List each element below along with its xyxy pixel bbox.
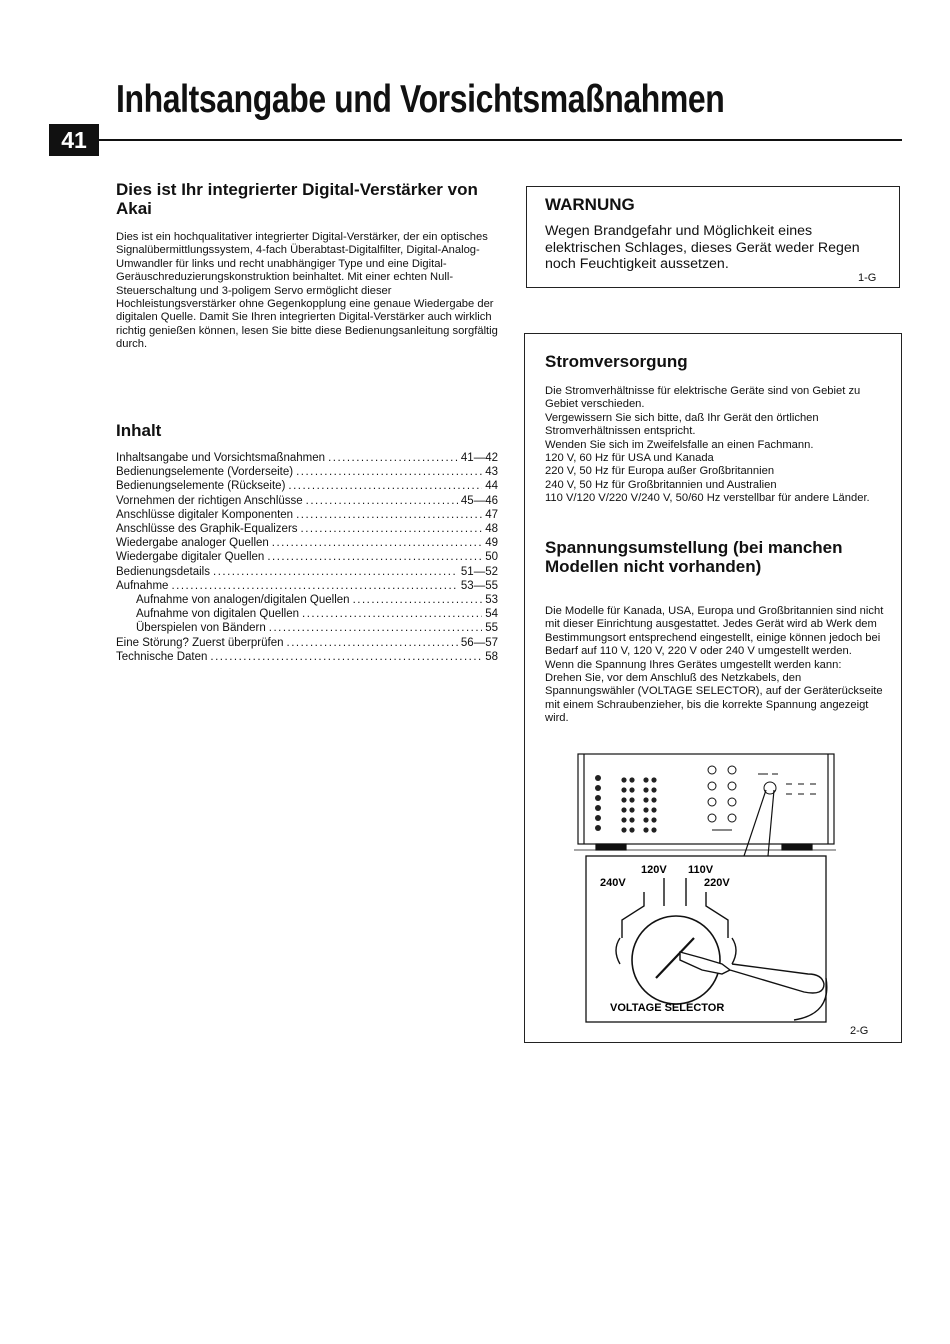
toc-entry-label: Aufnahme von analogen/digitalen Quellen [136, 594, 350, 607]
warning-code: 1-G [858, 272, 877, 284]
voltage-text [545, 605, 885, 726]
toc-entry [116, 650, 498, 664]
intro-text: Dies ist ein hochqualitativer integrierter Digital-Verstärker, der ein optisches Signalübermittlungssystem, 4-fach Überabtast-Digitalfilter, Digital-Analog-Umwandler für links und recht unabhängiger Type und eine Digital-Geräuschreduzierungskonstruktion beinhaltet. Mit einer echten Null-Steuerschaltung und 3-poligem Servo ermöglicht dieser Hochleistungsverstärker ohne Gegenkopplung eine genaue Wiedergabe der digitalen Quelle. Damit Sie Ihren integrierten Digital-Verstärker auch wirklich richtig genießen können, lesen Sie bitte diese Bedienungsanleitung sorgfältig durch. [116, 231, 498, 351]
toc-heading: Inhalt [116, 421, 162, 440]
toc-entry-pages: 45—46 [460, 494, 498, 507]
toc-entry [116, 565, 498, 579]
power-line: 220 V, 50 Hz für Europa außer Großbritannien [545, 465, 775, 478]
toc-entry-pages: 50 [485, 551, 498, 564]
toc-entry [116, 636, 498, 650]
power-line: Die Stromverhältnisse für elektrische Geräte sind von Gebiet zu Gebiet verschieden. [545, 385, 861, 411]
toc-entry-label: Anschlüsse des Graphik-Equalizers [116, 523, 298, 536]
toc-entry-pages: 53 [485, 594, 498, 607]
toc-entry-pages: 43 [485, 466, 498, 479]
toc-subentry [116, 593, 498, 607]
voltage-line: Drehen Sie, vor dem Anschluß des Netzkabels, den Spannungswähler (VOLTAGE SELECTOR), auf der Geräterückseite mit einem Schraubenzieher, bis die korrekte Spannung angezeigt wird. [545, 672, 883, 725]
toc-entry [116, 479, 498, 493]
toc-entry-pages: 53—55 [460, 579, 498, 592]
figure-code: 2-G [850, 1025, 869, 1037]
toc-entry-label: Überspielen von Bändern [136, 622, 266, 635]
terminal-jacks [595, 775, 657, 833]
toc-entry [116, 508, 498, 522]
toc-entry [116, 579, 498, 593]
voltage-line: Wenn die Spannung Ihres Gerätes umgestellt werden kann: [545, 658, 842, 671]
toc-entry [116, 465, 498, 479]
warning-text: Wegen Brandgefahr und Möglichkeit eines elektrischen Schlages, dieses Gerät weder Regen noch Feuchtigkeit aussetzen. [545, 223, 860, 272]
toc-entry-pages: 56—57 [460, 636, 498, 649]
toc-entry-label: Bedienungselemente (Vorderseite) [116, 466, 294, 479]
toc-entry-pages: 47 [485, 508, 498, 521]
toc-entry-pages: 58 [485, 650, 498, 663]
toc-entry-label: Aufnahme von digitalen Quellen [136, 608, 300, 621]
toc-entry [116, 522, 498, 536]
power-heading: Stromversorgung [545, 352, 688, 371]
toc-entry-label: Eine Störung? Zuerst überprüfen [116, 636, 284, 649]
label-220v: 220V [704, 877, 730, 889]
power-line: Vergewissern Sie sich bitte, daß Ihr Gerät den örtlichen Stromverhältnissen entspricht. [545, 411, 819, 438]
toc-entry-label: Bedienungselemente (Rückseite) [116, 480, 286, 493]
amplifier-rear-panel [574, 754, 836, 850]
label-120v: 120V [641, 864, 667, 876]
toc-entry-pages: 41—42 [460, 452, 498, 464]
toc-entry [116, 451, 498, 465]
title-rule [98, 139, 902, 141]
toc-entry-label: Anschlüsse digitaler Komponenten [116, 508, 294, 521]
toc-entry-label: Aufnahme [116, 579, 169, 592]
power-line: Wenden Sie sich im Zweifelsfalle an einen Fachmann. [545, 438, 814, 451]
speaker-terminals [708, 766, 736, 830]
toc-entry [116, 536, 498, 550]
page-number-badge: 41 [49, 124, 99, 156]
selector-dial [616, 878, 736, 1004]
toc-entry-label: Bedienungsdetails [116, 565, 210, 578]
toc-entry-label: Wiedergabe analoger Quellen [116, 537, 269, 550]
toc-entry [116, 494, 498, 508]
toc-entry-label: Technische Daten [116, 650, 208, 663]
table-of-contents [116, 451, 498, 664]
toc-entry-pages: 54 [485, 608, 498, 621]
power-line: 110 V/120 V/220 V/240 V, 50/60 Hz verstellbar für andere Länder. [545, 492, 870, 505]
label-110v: 110V [688, 864, 714, 876]
power-text [545, 385, 885, 506]
label-240v: 240V [600, 877, 626, 889]
toc-entry-pages: 55 [485, 622, 498, 635]
power-line: 240 V, 50 Hz für Großbritannien und Australien [545, 478, 777, 491]
voltage-line: Die Modelle für Kanada, USA, Europa und Großbritannien sind nicht mit dieser Einrichtung ausgestattet. Jedes Gerät wird ab Werk dem Bestimmungsort entsprechend eingestellt, einige können jedoch bei Bedarf auf 110 V, 120 V, 220 V oder 240 V umgestellt werden. [545, 605, 884, 658]
power-line: 120 V, 60 Hz für USA und Kanada [545, 452, 714, 465]
toc-entry-label: Wiedergabe digitaler Quellen [116, 551, 265, 564]
voltage-selector-caption: VOLTAGE SELECTOR [610, 1002, 725, 1014]
toc-subentry [116, 621, 498, 635]
intro-heading: Dies ist Ihr integrierter Digital-Verstärker von Akai [116, 180, 478, 218]
toc-entry-pages: 44 [485, 480, 498, 493]
toc-entry-pages: 48 [485, 523, 498, 536]
toc-subentry [116, 607, 498, 621]
toc-entry-pages: 51—52 [460, 565, 498, 578]
toc-entry-pages: 49 [485, 537, 498, 550]
toc-entry [116, 550, 498, 564]
voltage-heading: Spannungsumstellung (bei manchen Modellen nicht vorhanden) [545, 538, 843, 576]
page-title: Inhaltsangabe und Vorsichtsmaßnahmen [116, 78, 725, 121]
voltage-selector-figure [572, 752, 842, 1024]
toc-entry-label: Vornehmen der richtigen Anschlüsse [116, 494, 303, 507]
toc-entry-label: Inhaltsangabe und Vorsichtsmaßnahmen [116, 452, 326, 464]
warning-title: WARNUNG [545, 195, 635, 214]
